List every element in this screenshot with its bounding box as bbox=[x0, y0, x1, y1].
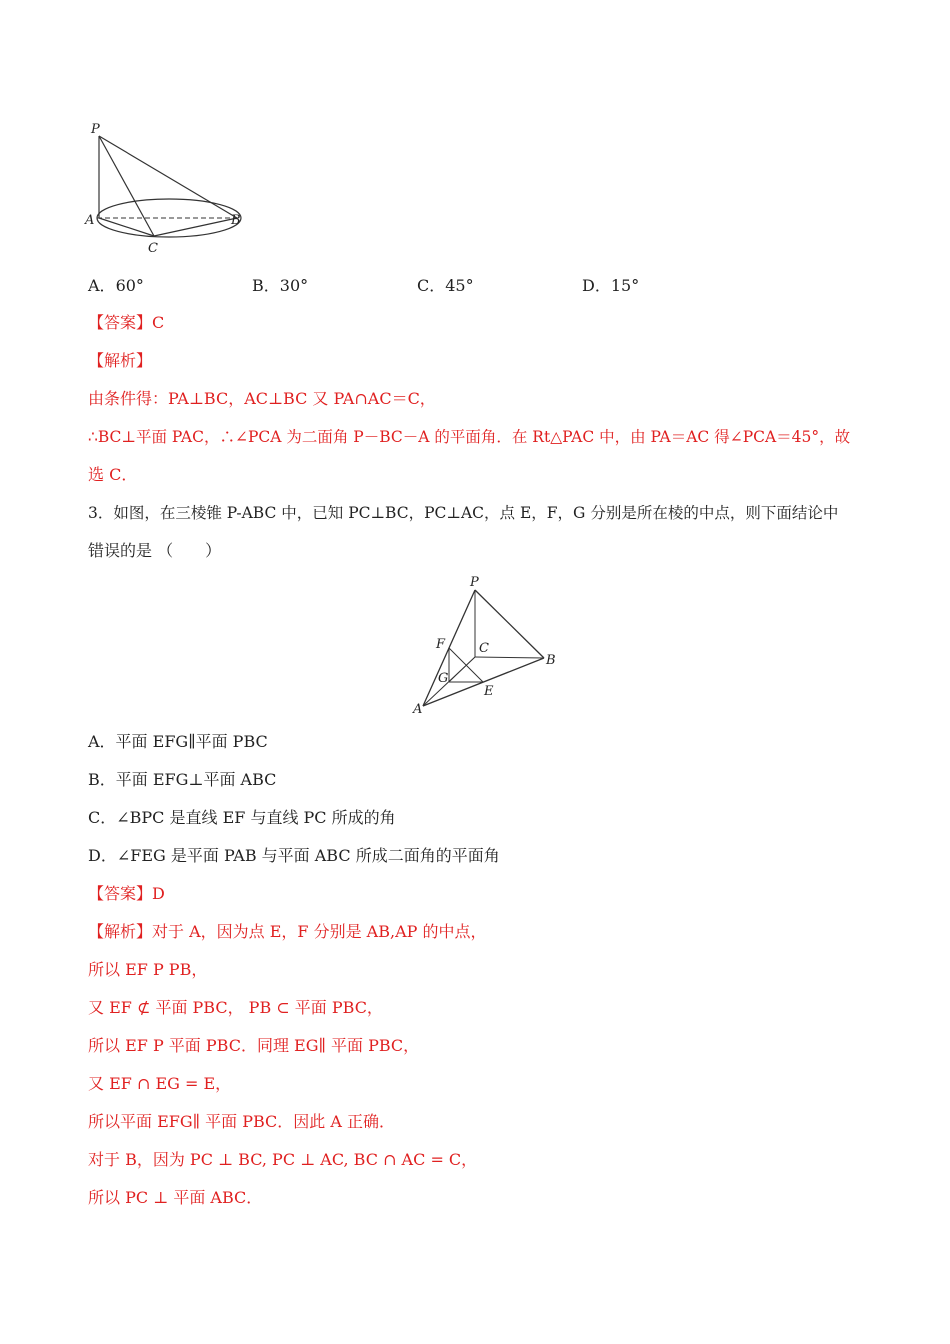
label-B: B bbox=[546, 653, 556, 668]
label-F: F bbox=[436, 637, 446, 652]
q3-analysis-line4: 所以 EF Ρ 平面 PBC．同理 EG∥ 平面 PBC， bbox=[88, 1036, 420, 1055]
q3-analysis-line7: 对于 B，因为 PC ⊥ BC, PC ⊥ AC, BC ∩ AC = C， bbox=[88, 1150, 478, 1169]
q3-option-a: A．平面 EFG∥平面 PBC bbox=[88, 732, 268, 751]
q2-analysis-line3: 选 C． bbox=[88, 465, 138, 484]
q3-analysis-line1: 【解析】对于 A，因为点 E，F 分别是 AB,AP 的中点， bbox=[88, 922, 487, 941]
q2-analysis-line2: ∴BC⊥平面 PAC，∴∠PCA 为二面角 P－BC－A 的平面角．在 Rt△PAC 中，由 PA＝AC 得∠PCA＝45°，故 bbox=[88, 428, 851, 446]
label-P: P bbox=[91, 122, 100, 137]
q3-stem-line1: 3．如图，在三棱锥 P-ABC 中，已知 PC⊥BC，PC⊥AC，点 E，F，G 分别是所在棱的中点，则下面结论中 bbox=[88, 504, 839, 522]
q2-choices bbox=[88, 273, 848, 297]
figure-pyramid-PABC bbox=[408, 572, 568, 717]
label-C: C bbox=[148, 241, 158, 256]
choice-a: A．60° bbox=[88, 276, 144, 295]
q3-option-c: C．∠BPC 是直线 EF 与直线 PC 所成的角 bbox=[88, 808, 396, 827]
label-E: E bbox=[484, 684, 494, 699]
choice-b: B．30° bbox=[252, 276, 309, 295]
q3-option-b: B．平面 EFG⊥平面 ABC bbox=[88, 770, 277, 789]
q2-analysis-title: 【解析】 bbox=[88, 351, 153, 370]
choice-c: C．45° bbox=[417, 276, 474, 295]
figure-cone-tetrahedron bbox=[82, 118, 252, 258]
edge-CB bbox=[154, 218, 237, 236]
choice-d: D．15° bbox=[582, 276, 640, 295]
label-P: P bbox=[470, 575, 479, 590]
q3-stem-line2: 错误的是 （ ） bbox=[88, 541, 222, 560]
edge-PB bbox=[99, 136, 237, 218]
label-A: A bbox=[85, 213, 95, 228]
q2-answer: 【答案】C bbox=[88, 313, 165, 332]
label-G: G bbox=[438, 671, 449, 686]
q3-analysis-line2: 所以 EF Ρ PB， bbox=[88, 960, 208, 979]
q3-option-d: D．∠FEG 是平面 PAB 与平面 ABC 所成二面角的平面角 bbox=[88, 846, 500, 865]
q3-analysis-line8: 所以 PC ⊥ 平面 ABC． bbox=[88, 1188, 263, 1207]
q3-analysis-line5: 又 EF ∩ EG = E， bbox=[88, 1074, 232, 1093]
q3-analysis-line6: 所以平面 EFG∥ 平面 PBC．因此 A 正确． bbox=[88, 1112, 396, 1131]
edge-CB bbox=[475, 657, 544, 658]
q2-analysis-line1: 由条件得：PA⊥BC，AC⊥BC 又 PA∩AC＝C， bbox=[88, 389, 436, 408]
label-B: B bbox=[231, 213, 241, 228]
q3-analysis-line3: 又 EF ⊄ 平面 PBC， PB ⊂ 平面 PBC， bbox=[88, 998, 383, 1017]
q3-answer: 【答案】D bbox=[88, 884, 165, 903]
label-C: C bbox=[479, 641, 489, 656]
label-A: A bbox=[413, 702, 423, 717]
